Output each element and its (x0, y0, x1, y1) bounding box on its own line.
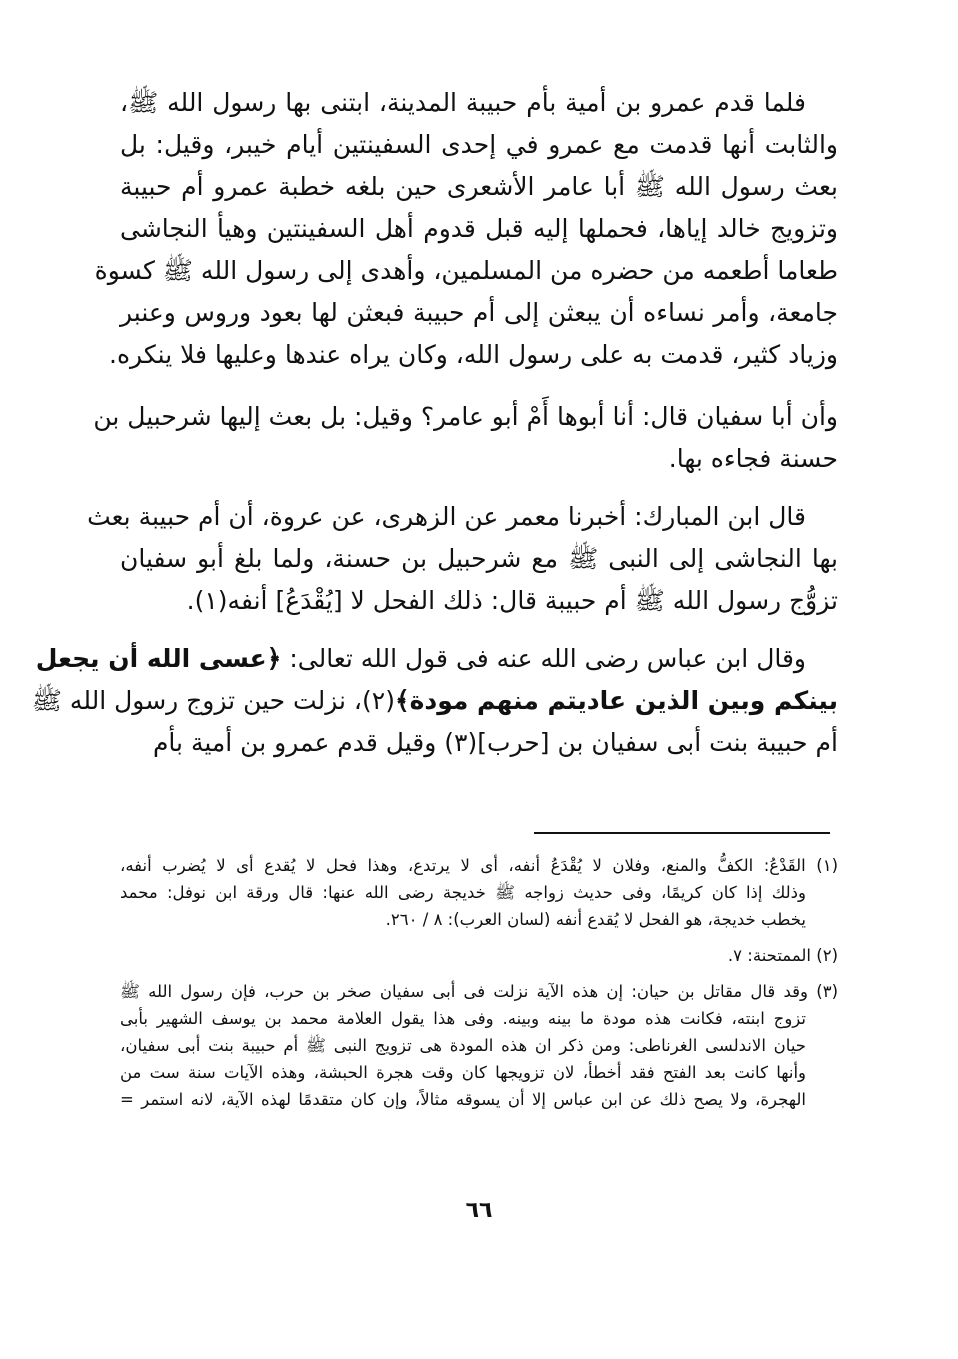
footnote-line: حيان الاندلسى الغرناطى: ومن ذكر ان هذه المودة هى تزويج النبى ﷺ أم حبيبة بنت أبى سفيان، (120, 1036, 806, 1055)
paragraph-line: بها النجاشى إلى النبى ﷺ مع شرحبيل بن حسنة، ولما بلغ أبو سفيان (120, 544, 838, 573)
footnote-line: يخطب خديجة، هو الفحل لا يُقدع أنفه (لسان العرب): ٨ / ٢٦٠. (385, 910, 806, 929)
footnote-line: وذلك إذا كان كريمًا، وفى حديث زواجه ﷺ خديجة رضى الله عنها: قال ورقة ابن نوفل: محمد (120, 883, 806, 902)
paragraph-2 (93, 396, 838, 480)
quran-verse: بينكم وبين الذين عاديتم منهم مودة﴾ (394, 686, 838, 715)
paragraph-4 (31, 638, 838, 764)
footnote-2 (120, 942, 838, 969)
paragraph-line: حسنة فجاءه بها. (668, 444, 838, 473)
paragraph-line: تزوُّج رسول الله ﷺ أم حبيبة قال: ذلك الفحل لا [يُقْدَعُ] أنفه(١). (186, 586, 838, 615)
paragraph-line: وزياد كثير، قدمت به على رسول الله، وكان يراه عندها وعليها فلا ينكره. (109, 340, 838, 369)
paragraph-line: قال ابن المبارك: أخبرنا معمر عن الزهرى، عن عروة، أن أم حبيبة بعث (87, 502, 806, 531)
footnote-line: تزوج ابنته، فكانت هذه مودة ما بينه وبينه. وفى هذا يقول العلامة محمد بن يوسف الشهير بأبى (120, 1009, 806, 1028)
paragraph-line-with-quran-verse: بينكم وبين الذين عاديتم منهم مودة﴾(٢)، نزلت حين تزوج رسول الله ﷺ (31, 686, 838, 715)
paragraph-line: والثابت أنها قدمت مع عمرو في إحدى السفينتين أيام خيبر، وقيل: بل (120, 130, 838, 159)
paragraph-line: بعث رسول الله ﷺ أبا عامر الأشعرى حين بلغه خطبة عمرو أم حبيبة (120, 172, 838, 201)
footnotes (120, 852, 838, 1122)
paragraph-line: فلما قدم عمرو بن أمية بأم حبيبة المدينة، ابتنى بها رسول الله ﷺ، (120, 88, 806, 117)
footnote-1 (120, 852, 838, 933)
footnote-3 (120, 978, 838, 1113)
paragraph-1 (94, 82, 838, 376)
footnote-line: (١) القَدْعُ: الكفُّ والمنع، وفلان لا يُقْدَعُ أنفه، أى لا يرتدع، وهذا فحل لا يُقدع أى لا يُضرب أنفه، (120, 856, 838, 875)
paragraph-line-with-quran-verse: وقال ابن عباس رضى الله عنه فى قول الله تعالى: ﴿عسى الله أن يجعل (35, 644, 806, 673)
paragraph-line: أم حبيبة بنت أبى سفيان بن [حرب](٣) وقيل قدم عمرو بن أمية بأم (152, 728, 838, 757)
footnote-line: الهجرة، ولا يصح ذلك عن ابن عباس إلا أن يسوقه مثالاً، وإن كان متقدمًا لهذه الآية، لانه استمر = (120, 1090, 806, 1109)
quran-verse: ﴿عسى الله أن يجعل (35, 644, 282, 673)
paragraph-3 (87, 496, 838, 622)
page-number: ٦٦ (465, 1198, 493, 1223)
footnote-separator (534, 832, 830, 834)
paragraph-line: جامعة، وأمر نساءه أن يبعثن إلى أم حبيبة فبعثن لها بعود وروس وعنبر (120, 298, 838, 327)
footnote-line: (٣) وقد قال مقاتل بن حيان: إن هذه الآية نزلت فى أبى سفيان صخر بن حرب، فإن رسول الله ﷺ (120, 982, 838, 1001)
footnote-line: (٢) الممتحنة: ٧. (727, 946, 838, 965)
footnote-line: وأنها كانت بعد الفتح فقد أخطأ، لان تزويجها كان وقت هجرة الحبشة، وهذه الآيات سنة ست من (120, 1063, 806, 1082)
paragraph-line: وتزويج خالد إياها، فحملها إليه قبل قدوم أهل السفينتين وهيأ النجاشى (120, 214, 838, 243)
paragraph-line: طعاما أطعمه من حضره من المسلمين، وأهدى إلى رسول الله ﷺ كسوة (94, 256, 838, 285)
paragraph-line: وأن أبا سفيان قال: أنا أبوها أَمْ أبو عامر؟ وقيل: بل بعث إليها شرحبيل بن (93, 402, 838, 431)
